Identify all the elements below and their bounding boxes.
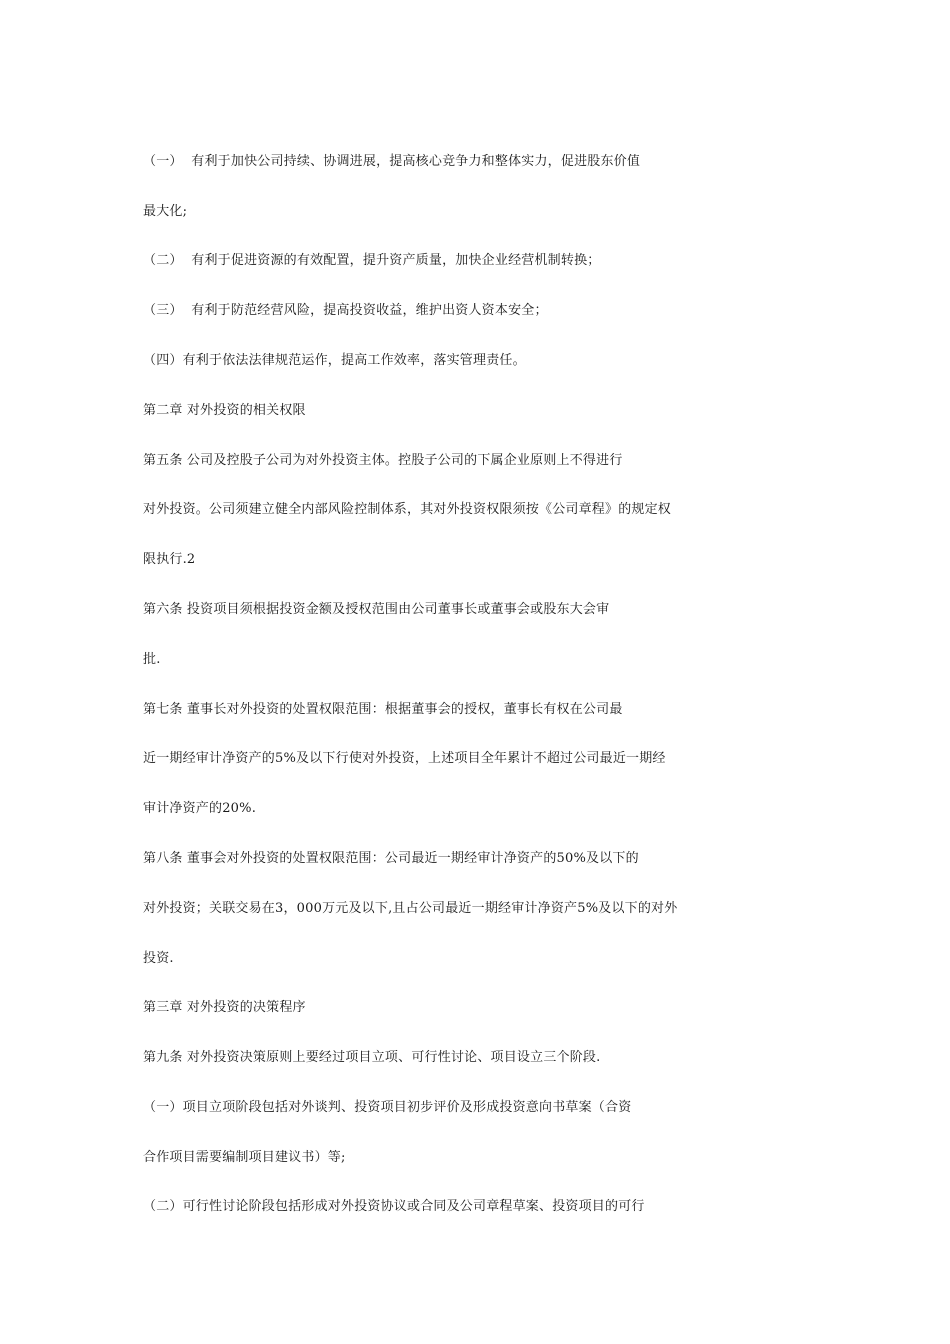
paragraph-line: 对外投资。公司须建立健全内部风险控制体系，其对外投资权限须按《公司章程》的规定权: [143, 502, 672, 517]
paragraph-line: 第九条 对外投资决策原则上要经过项目立项、可行性讨论、项目设立三个阶段.: [143, 1050, 601, 1065]
paragraph-line: 对外投资；关联交易在3，000万元及以下,且占公司最近一期经审计净资产5%及以下的对外: [143, 901, 678, 916]
paragraph-line: （二） 有利于促进资源的有效配置，提升资产质量，加快企业经营机制转换；: [143, 253, 601, 268]
paragraph-line: 限执行.2: [143, 552, 196, 567]
paragraph-line: （一）项目立项阶段包括对外谈判、投资项目初步评价及形成投资意向书草案（合资: [143, 1100, 632, 1115]
chapter-heading: 第二章 对外投资的相关权限: [143, 403, 306, 418]
paragraph-line: 第六条 投资项目须根据投资金额及授权范围由公司董事长或董事会或股东大会审: [143, 602, 610, 617]
paragraph-line: 合作项目需要编制项目建议书）等;: [143, 1150, 346, 1165]
chapter-heading: 第三章 对外投资的决策程序: [143, 1000, 306, 1015]
paragraph-line: 第八条 董事会对外投资的处置权限范围：公司最近一期经审计净资产的50%及以下的: [143, 851, 639, 866]
paragraph-line: 近一期经审计净资产的5%及以下行使对外投资，上述项目全年累计不超过公司最近一期经: [143, 751, 666, 766]
paragraph-line: （一） 有利于加快公司持续、协调进展，提高核心竞争力和整体实力，促进股东价值: [143, 154, 641, 169]
paragraph-line: 投资.: [143, 951, 174, 966]
paragraph-line: 审计净资产的20%.: [143, 801, 257, 816]
paragraph-line: （二）可行性讨论阶段包括形成对外投资协议或合同及公司章程草案、投资项目的可行: [143, 1199, 645, 1214]
paragraph-line: 第七条 董事长对外投资的处置权限范围：根据董事会的授权，董事长有权在公司最: [143, 702, 623, 717]
paragraph-line: 批.: [143, 652, 161, 667]
paragraph-line: 最大化;: [143, 204, 188, 219]
paragraph-line: （四）有利于依法法律规范运作，提高工作效率，落实管理责任。: [143, 353, 526, 368]
paragraph-line: 第五条 公司及控股子公司为对外投资主体。控股子公司的下属企业原则上不得进行: [143, 453, 623, 468]
paragraph-line: （三） 有利于防范经营风险，提高投资收益，维护出资人资本安全；: [143, 303, 548, 318]
